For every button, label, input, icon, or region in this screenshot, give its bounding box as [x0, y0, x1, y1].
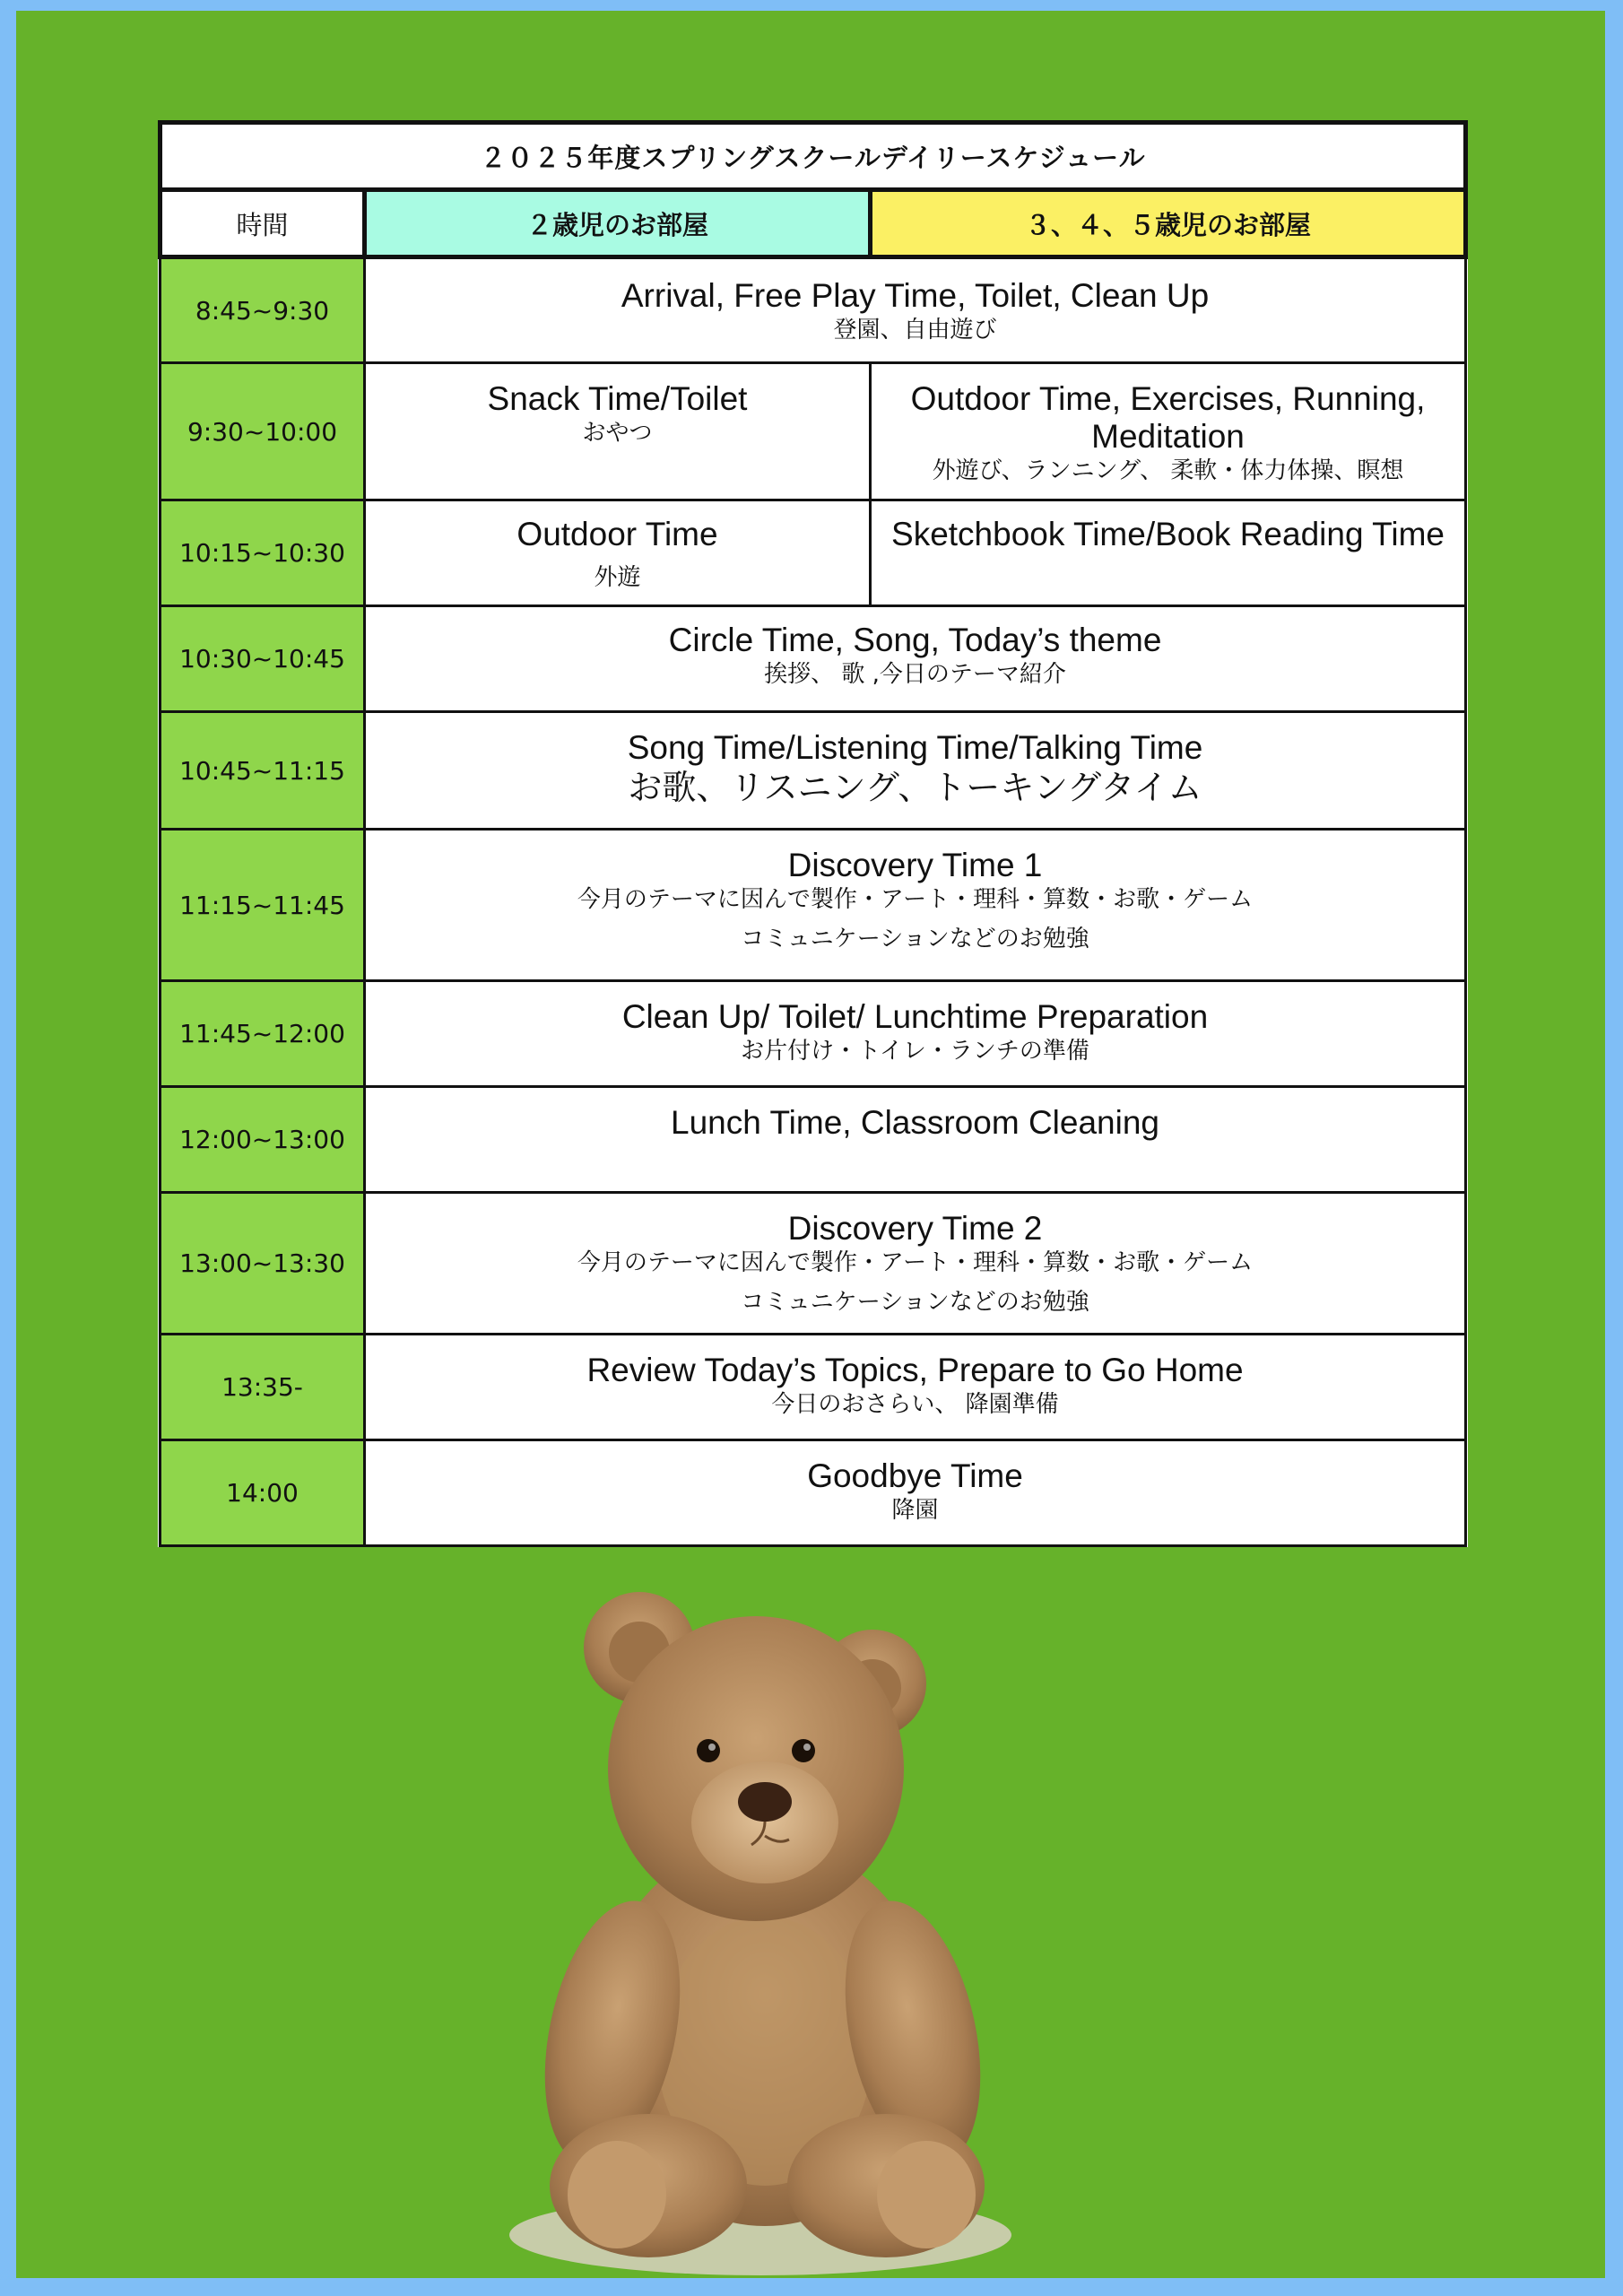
schedule-row: [161, 1087, 1466, 1193]
time-cell: 10:15~10:30: [161, 500, 365, 606]
schedule-title: ２０２５年度スプリングスクールデイリースケジュール: [161, 123, 1466, 190]
time-cell: 13:00~13:30: [161, 1193, 365, 1335]
header-room-2: ２歳児のお部屋: [365, 190, 871, 257]
time-cell: 13:35-: [161, 1335, 365, 1440]
activity-en: Lunch Time, Classroom Cleaning: [671, 1104, 1159, 1141]
activity-en: Review Today’s Topics, Prepare to Go Home: [586, 1352, 1244, 1388]
activity-en: Sketchbook Time/Book Reading Time: [891, 516, 1445, 552]
activity-cell: [365, 606, 1466, 712]
activity-jp: お片付け・トイレ・ランチの準備: [741, 1038, 1089, 1065]
activity-cell: [365, 830, 1466, 981]
activity-cell: [365, 1193, 1466, 1335]
activity-en: Discovery Time 2: [787, 1210, 1043, 1247]
schedule-row: [161, 712, 1466, 830]
activity-en: Outdoor Time, Exercises, Running, Meditation: [910, 380, 1426, 455]
time-cell: 10:30~10:45: [161, 606, 365, 712]
activity-cell: [365, 1440, 1466, 1546]
activity-en: Clean Up/ Toilet/ Lunchtime Preparation: [621, 998, 1209, 1035]
time-cell: 8:45~9:30: [161, 257, 365, 363]
schedule-row: [161, 606, 1466, 712]
activity-en: Snack Time/Toilet: [487, 380, 748, 417]
schedule-row: [161, 830, 1466, 981]
time-cell: 12:00~13:00: [161, 1087, 365, 1193]
activity-cell: [365, 1335, 1466, 1440]
time-cell: 10:45~11:15: [161, 712, 365, 830]
schedule-row: [161, 500, 1466, 606]
activity-jp: おやつ: [582, 420, 653, 447]
time-cell: 14:00: [161, 1440, 365, 1546]
time-cell: 9:30~10:00: [161, 363, 365, 500]
activity-jp: 降園: [891, 1497, 939, 1524]
schedule-row: [161, 981, 1466, 1087]
activity-jp: お歌、リスニング、トーキングタイム: [628, 768, 1202, 807]
activity-jp: 挨拶、 歌 ,今日のテーマ紹介: [764, 661, 1066, 688]
schedule-row: [161, 363, 1466, 500]
activity-jp-line2: コミュニケーションなどのお勉強: [741, 926, 1089, 952]
schedule-row: [161, 1440, 1466, 1546]
daily-schedule-table: [158, 120, 1468, 1547]
schedule-row: [161, 257, 1466, 363]
activity-cell: [365, 981, 1466, 1087]
activity-jp: 今日のおさらい、 降園準備: [771, 1391, 1059, 1418]
activity-cell-room-2: [365, 500, 871, 606]
activity-en: Goodbye Time: [807, 1457, 1023, 1494]
time-cell: 11:45~12:00: [161, 981, 365, 1087]
activity-cell: [365, 1087, 1466, 1193]
activity-cell: [365, 257, 1466, 363]
activity-jp: 外遊: [594, 564, 641, 591]
time-cell: 11:15~11:45: [161, 830, 365, 981]
activity-en: Outdoor Time: [516, 516, 718, 552]
activity-cell: [365, 712, 1466, 830]
activity-en: Song Time/Listening Time/Talking Time: [627, 729, 1203, 766]
page-background: [16, 11, 1605, 2278]
schedule-row: [161, 1335, 1466, 1440]
activity-cell-room-345: [871, 500, 1466, 606]
activity-jp: 今月のテーマに因んで製作・アート・理科・算数・お歌・ゲーム: [577, 1249, 1254, 1276]
activity-cell-room-345: [871, 363, 1466, 500]
activity-cell-room-2: [365, 363, 871, 500]
activity-jp: 登園、自由遊び: [833, 317, 997, 344]
activity-jp-line2: コミュニケーションなどのお勉強: [741, 1289, 1089, 1316]
header-room-345: ３、４、５歳児のお部屋: [871, 190, 1466, 257]
activity-jp: 今月のテーマに因んで製作・アート・理科・算数・お歌・ゲーム: [577, 886, 1254, 913]
schedule-row: [161, 1193, 1466, 1335]
teddy-bear-icon: [456, 1567, 1065, 2284]
header-time: 時間: [161, 190, 365, 257]
activity-en: Circle Time, Song, Today’s theme: [668, 622, 1162, 658]
title-row: [161, 123, 1466, 190]
activity-en: Arrival, Free Play Time, Toilet, Clean Up: [621, 277, 1210, 314]
activity-jp: 外遊び、ランニング、 柔軟・体力体操、瞑想: [932, 457, 1404, 484]
activity-en: Discovery Time 1: [787, 847, 1043, 883]
header-row: [161, 190, 1466, 257]
